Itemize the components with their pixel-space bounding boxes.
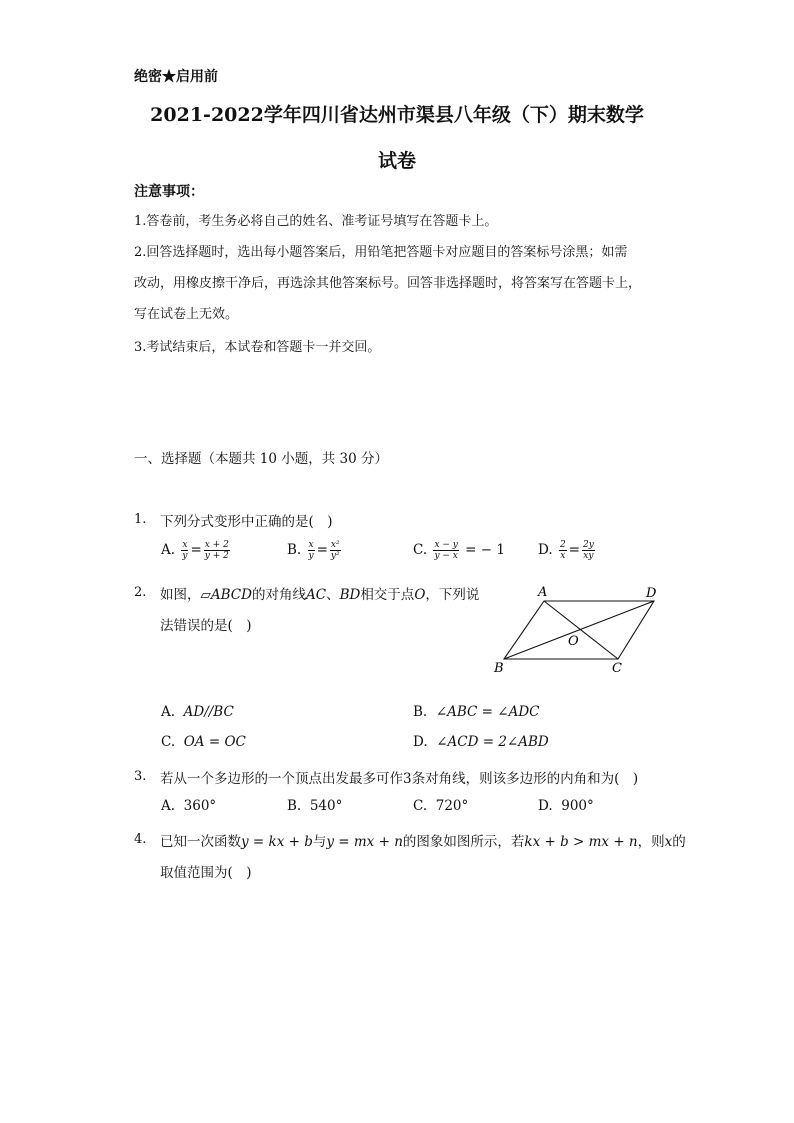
q3-option-c [413,798,468,814]
fraction-denominator: y [308,551,314,561]
q2-option-b-content: ∠ABC = ∠ADC [435,704,540,720]
q1-number: 1. [134,512,147,527]
fraction-numerator: x − y [434,540,458,550]
label-o: O [568,634,579,649]
fraction-numerator: x [182,540,188,550]
q2-option-d [413,734,549,750]
math-span: ABCD [210,587,252,603]
math-span: AC [305,587,327,603]
q1-option-b: B. $\frac{x}{y}$ = $\frac{\text{x²}}{\text{y²}}$ [287,540,340,561]
q1-text: 下列分式变形中正确的是( ) [160,514,333,530]
fraction-numerator: 2y [582,540,594,550]
q4-text-line1 [160,830,686,850]
fraction-denominator: y² [330,551,340,561]
q3-number: 3. [134,769,147,784]
q3-option-b [287,798,342,814]
note-item-2-line3: 写在试卷上无效。 [134,307,239,322]
math-span: y = kx + b [241,834,313,850]
q2-option-a [161,704,234,720]
q3-option-a [161,798,216,814]
text-span: 与 [312,834,327,850]
note-item-2-line2: 改动，用橡皮擦干净后，再选涂其他答案标号。回答非选择题时，将答案写在答题卡上， [134,276,642,291]
label-d: D [646,586,657,601]
label-c: C [612,661,622,676]
fraction-denominator: y − x [434,551,458,561]
fraction-denominator: x [560,551,566,561]
q3-option-a-content: 360° [183,798,217,814]
q1-b-lhs-fraction [308,540,315,561]
fraction-numerator: x + 2 [204,540,229,550]
note-item-3: 3.考试结束后，本试卷和答题卡一并交回。 [134,340,381,355]
q2-option-c-label: C. [161,734,176,750]
diagonal-bd [504,601,654,659]
note-item-1: 1.答卷前，考生务必将自己的姓名、准考证号填写在答题卡上。 [134,214,498,229]
q1-option-d: D. $\frac{2}{x}$ = $\frac{2y}{xy}$ [538,540,594,561]
q3-option-a-label: A. [161,798,176,814]
q4-text-line2: 取值范围为( ) [160,865,252,881]
exam-title-line1: 2021-2022学年四川省达州市渠县八年级（下）期末数学 [150,104,644,126]
exam-title-line2: 试卷 [377,150,416,172]
fraction-denominator: xy [583,551,594,561]
q1-a-rhs-fraction [204,540,230,561]
math-span: O [414,587,426,603]
q1-d-rhs-fraction [582,540,595,561]
q2-option-d-label: D. [413,734,428,750]
fraction-numerator: 2 [559,540,566,550]
q2-option-d-content: ∠ACD = 2∠ABD [436,734,549,750]
q2-option-b-label: B. [413,704,428,720]
q1-d-lhs-fraction [559,540,567,561]
q2-text-line1 [160,583,479,603]
q1-a-lhs-fraction [181,540,188,561]
q2-number: 2. [134,585,147,600]
q4-number: 4. [134,832,147,847]
fraction-denominator: y [182,551,188,561]
text-span: ，下列说 [425,587,480,603]
q3-option-c-label: C. [413,798,428,814]
text-span: 的图象如图所示，若 [402,834,525,850]
text-span: 的 [672,834,686,850]
label-a: A [538,585,548,600]
text-span: 如图，▱ [160,587,211,603]
q1-c-lhs-fraction [433,540,458,561]
fraction-denominator: y + 2 [204,551,229,561]
text-span: ，则 [637,834,665,850]
text-span: 相交于点 [360,587,415,603]
parallelogram-figure [488,582,668,676]
q3-text: 若从一个多边形的一个顶点出发最多可作3条对角线，则该多边形的内角和为( ) [160,771,639,787]
notes-heading: 注意事项： [134,184,204,200]
q1-option-a: A. $\frac{x}{y}$ = $\frac{x + 2}{y + 2}$ [161,540,229,561]
text-span: 、 [326,587,340,603]
label-b: B [494,661,504,676]
confidential-label: 绝密★启用前 [134,69,218,85]
q2-option-c-content: OA = OC [183,734,246,750]
q3-option-d-label: D. [538,798,553,814]
q1-option-a-label: A. [161,542,176,558]
q1-option-c [413,540,505,561]
diagonal-ac [544,601,618,659]
q1-option-c-label: C. [413,542,428,558]
q2-text-line2: 法错误的是( ) [160,618,252,634]
q3-option-b-content: 540° [309,798,343,814]
q3-option-d-content: 900° [561,798,594,814]
text-span: 的对角线 [251,587,306,603]
section-heading: 一、选择题（本题共 10 小题，共 30 分） [134,451,389,467]
math-span: BD [339,587,361,603]
q1-b-rhs-fraction [330,540,341,561]
text-span: 已知一次函数 [160,834,241,850]
math-span: x [664,834,673,850]
fraction-numerator: x [308,540,314,550]
math-span: y = mx + n [326,834,403,850]
q3-option-c-content: 720° [435,798,469,814]
q2-option-c [161,734,246,750]
q1-option-b-label: B. [287,542,302,558]
q2-option-a-label: A. [161,704,176,720]
q3-option-d [538,798,594,814]
math-span: kx + b > mx + n [524,834,638,850]
q1-c-rhs: = − 1 [465,542,505,558]
q1-option-d-label: D. [538,542,553,558]
q2-option-b [413,704,539,720]
note-item-2-line1: 2.回答选择题时，选出每小题答案后，用铅笔把答题卡对应题目的答案标号涂黑；如需 [134,245,628,260]
fraction-numerator: x² [330,540,340,550]
q2-option-a-content: AD//BC [183,704,234,720]
q3-option-b-label: B. [287,798,302,814]
